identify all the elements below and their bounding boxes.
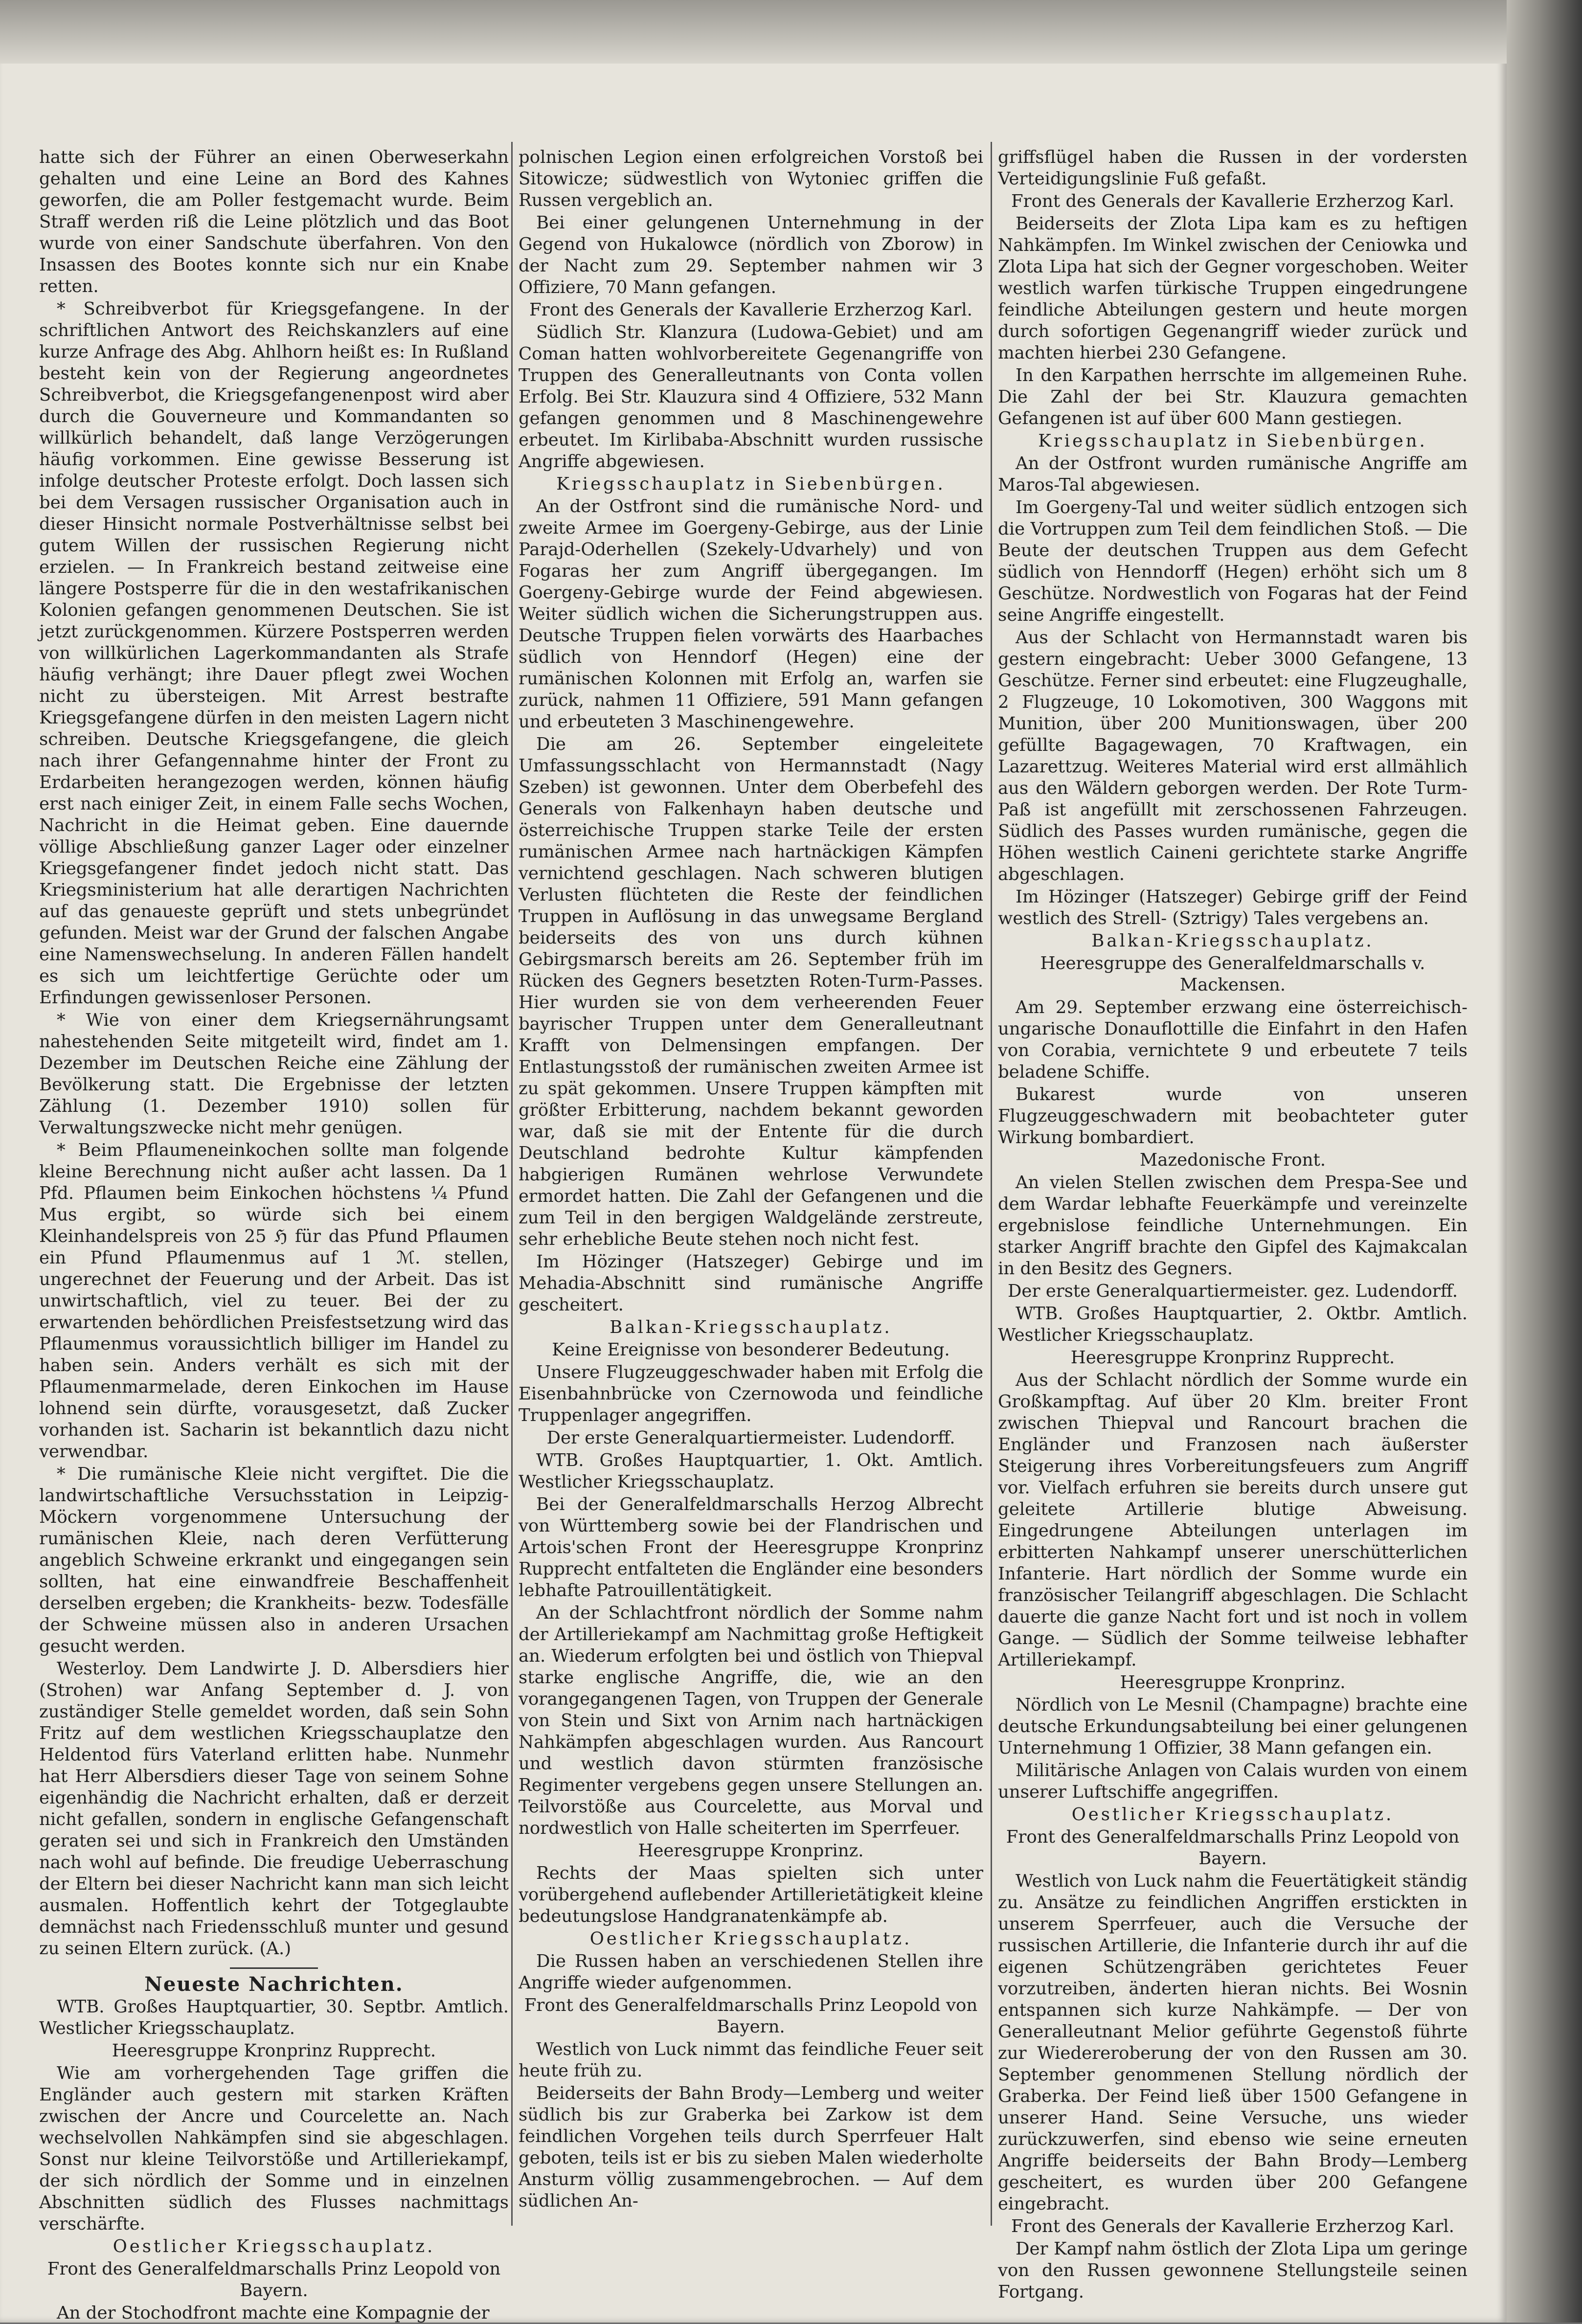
paragraph: Beiderseits der Zlota Lipa kam es zu heftigen Nahkämpfen. Im Winkel zwischen der Ceniowka und Zlota Lipa hat sich der Gegner vorgeschoben. Weiter westlich warfen türkische Truppen eingedrungene feindliche Abteilungen gestern und heute morgen durch sofortigen Gegenangriff wieder zurück und machten hierbei 230 Gefangene. [998,214,1468,363]
paragraph: An der Stochodfront machte eine Kompagnie der [57,2303,490,2323]
column-heading: Front des Generalfeldmarschalls Prinz Leopold von Bayern. [47,2259,501,2301]
paragraph: * Die rumänische Kleie nicht vergiftet. Die die landwirtschaftliche Versuchsstation in Leipzig-Möckern vorgenommene Untersuchung der rumänischen Kleie, nach deren Verfütterung angeblich Schweine erkrankt und eingegangen sein sollten, hat eine einwandfreie Beschaffenheit derselben ergeben; die Krankheits- bezw. Todesfälle der Schweine müssen also in anderen Ursachen gesucht werden. [39,1464,509,1656]
paragraph: Westlich von Luck nimmt das feindliche Feuer seit heute früh zu. [519,2039,983,2081]
column-heading: Front des Generals der Kavallerie Erzherzog Karl. [1011,191,1454,211]
paragraph: WTB. Großes Hauptquartier, 30. Septbr. Amtlich. Westlicher Kriegsschauplatz. [39,1997,509,2038]
paragraph: Nördlich von Le Mesnil (Champagne) brachte eine deutsche Erkundungsabteilung bei einer gelungenen Unternehmung 1 Offizier, 38 Mann gefangen ein. [998,1695,1468,1758]
paragraph: An der Ostfront sind die rumänische Nord- und zweite Armee im Goergeny-Gebirge, aus der Linie Parajd-Oderhellen (Szekely-Udvarhely) und von Fogaras her zum Angriff übergegangen. Im Goergeny-Gebirge wurde der Feind abgewiesen. Weiter südlich wichen die Sicherungstruppen aus. Deutsche Truppen fielen vorwärts des Haarbaches südlich von Henndorf (Hegen) eine der rumänischen Kolonnen mit Erfolg an, warfen sie zurück, nahmen 11 Offiziere, 591 Mann gefangen und erbeuteten 3 Maschinengewehre. [519,496,983,732]
column-heading: Oestlicher Kriegsschauplatz. [589,1929,912,1949]
column-2 [519,147,983,2226]
paragraph: hatte sich der Führer an einen Oberweserkahn gehalten und eine Leine an Bord des Kahnes geworfen, die am Poller festgemacht wurde. Beim Straff werden riß die Leine plötzlich und das Boot wurde von einer Sandschute überfahren. Von den Insassen des Bootes konnte sich nur ein Knabe retten. [39,147,509,296]
paragraph: Unsere Flugzeuggeschwader haben mit Erfolg die Eisenbahnbrücke von Czernowoda und feindliche Truppenlager angegriffen. [519,1362,983,1425]
paragraph: polnischen Legion einen erfolgreichen Vorstoß bei Sitowicze; südwestlich von Wytoniec griffen die Russen vergeblich an. [519,147,983,210]
page-top-edge [0,0,1507,64]
column-heading: Front des Generalfeldmarschalls Prinz Leopold von Bayern. [524,1995,978,2037]
paragraph: Die am 26. September eingeleitete Umfassungsschlacht von Hermannstadt (Nagy Szeben) ist gewonnen. Unter dem Oberbefehl des Generals von Falkenhayn haben deutsche und österreichische Truppen starke Teile der ersten rumänischen Armee nach hartnäckigen Kämpfen vernichtend geschlagen. Nach schweren blutigen Verlusten flüchteten die Reste der feindlichen Truppen in Auflösung in das unwegsame Bergland beiderseits des von uns durch kühnen Gebirgsmarsch bereits am 26. September früh im Rücken des Gegners besetzten Roten-Turm-Passes. Hier wurden sie von dem verheerenden Feuer bayrischer Truppen unter dem Generalleutnant Krafft von Delmensingen empfangen. Der Entlastungsstoß der rumänischen zweiten Armee ist zu spät gekommen. Unsere Truppen kämpften mit größter Erbitterung, nachdem bekannt geworden war, daß sie mit der Entente für die durch Deutschland bedrohte Kultur kämpfenden habgierigen Rumänen wehrlose Verwundete ermordet hatten. Die Zahl der Gefangenen und die zum Teil in den bergigen Waldgelände zerstreute, sehr erhebliche Beute stehen noch nicht fest. [519,734,983,1249]
paragraph: * Schreibverbot für Kriegsgefangene. In der schriftlichen Antwort des Reichskanzlers auf eine kurze Anfrage des Abg. Ahlhorn heißt es: In Rußland besteht kein von der Regierung angeordnetes Schreibverbot, die Kriegsgefangenenpost wird aber durch die Gouverneure und Kommandanten so willkürlich behandelt, daß lange Verzögerungen häufig vorkommen. Eine gewisse Besserung ist infolge deutscher Proteste erfolgt. Doch lassen sich bei dem Versagen russischer Organisation auch in dieser Hinsicht normale Postverhältnisse selbst bei gutem Willen der russischen Regierung nicht erzielen. — In Frankreich bestand zeitweise eine längere Postsperre für die in den westafrikanischen Kolonien gefangen genommenen Deutschen. Sie ist jetzt zurückgenommen. Kürzere Postsperren werden von willkürlichen Lagerkommandanten als Strafe häufig verhängt; ihre Dauer pflegt zwei Wochen nicht zu übersteigen. Mit Arrest bestrafte Kriegsgefangene dürfen in den meisten Lagern nicht schreiben. Deutsche Kriegsgefangene, die gleich nach ihrer Gefangennahme hinter der Front zu Erdarbeiten herangezogen werden, können häufig erst nach einiger Zeit, in einem Falle sechs Wochen, Nachricht in die Heimat geben. Eine dauernde völlige Abschließung ganzer Lager oder einzelner Kriegsgefangener findet jedoch nicht statt. Das Kriegsministerium hat alle derartigen Nachrichten auf das genaueste geprüft und stets unbegründet gefunden. Meist war der Grund der falschen Angabe eine Namenswechselung. In anderen Fällen handelt es sich um leichtfertige Gerüchte oder um Erfindungen gewissenloser Personen. [39,299,509,1008]
paragraph: Die Russen haben an verschiedenen Stellen ihre Angriffe wieder aufgenommen. [519,1951,983,1993]
column-heading: Kriegsschauplatz in Siebenbürgen. [556,474,946,494]
paragraph: Im Goergeny-Tal und weiter südlich entzogen sich die Vortruppen zum Teil dem feindlichen Stoß. — Die Beute der deutschen Truppen aus dem Gefecht südlich von Henndorff (Hegen) erhöht sich um 8 Geschütze. Nordwestlich von Fogaras hat der Feind seine Angriffe eingestellt. [998,497,1468,625]
column-rule-1 [511,142,513,2226]
column-heading: Heeresgruppe Kronprinz Rupprecht. [1070,1348,1395,1368]
paragraph: An der Ostfront wurden rumänische Angriffe am Maros-Tal abgewiesen. [998,453,1468,495]
column-heading: Kriegsschauplatz in Siebenbürgen. [1038,431,1427,451]
paragraph: WTB. Großes Hauptquartier, 2. Oktbr. Amtlich. Westlicher Kriegsschauplatz. [998,1304,1468,1345]
paragraph: Bukarest wurde von unseren Flugzeuggeschwadern mit beobachteter guter Wirkung bombardiert. [998,1084,1468,1148]
paragraph: Wie am vorhergehenden Tage griffen die Engländer auch gestern mit starken Kräften zwischen der Ancre und Courcelette an. Nach wechselvollen Nahkämpfen sind sie abgeschlagen. Sonst nur kleine Teilvorstöße und Artilleriekampf, der sich nördlich der Somme und in einzelnen Abschnitten südlich des Flusses nachmittags verschärfte. [39,2063,509,2234]
paragraph: Im Hözinger (Hatszeger) Gebirge und im Mehadia-Abschnitt sind rumänische Angriffe gescheitert. [519,1252,983,1315]
paragraph: Aus der Schlacht von Hermannstadt waren bis gestern eingebracht: Ueber 3000 Gefangene, 13 Geschütze. Ferner sind erbeutet: eine Flugzeughalle, 2 Flugzeuge, 10 Lokomotiven, 300 Waggons mit Munition, über 200 Munitionswagen, über 200 gefüllte Bagagewagen, 70 Kraftwagen, ein Lazarettzug. Weiteres Material wird erst allmählich aus den Wäldern geborgen werden. Der Rote Turm-Paß ist angefüllt mit zerschossenen Fahrzeugen. Südlich des Passes wurden rumänische, gegen die Höhen westlich Caineni gerichtete starke Angriffe abgeschlagen. [998,628,1468,884]
paragraph: Bei einer gelungenen Unternehmung in der Gegend von Hukalowce (nördlich von Zborow) in der Nacht zum 29. September nahmen wir 3 Offiziere, 70 Mann gefangen. [519,213,983,297]
paragraph: Der Kampf nahm östlich der Zlota Lipa um geringe von den Russen gewonnene Stellungsteile seinen Fortgang. [998,2239,1468,2302]
paragraph: Militärische Anlagen von Calais wurden von einem unserer Luftschiffe angegriffen. [998,1760,1468,1802]
column-heading: Front des Generalfeldmarschalls Prinz Leopold von Bayern. [1006,1827,1460,1869]
column-heading: Keine Ereignisse von besonderer Bedeutung. [552,1340,950,1360]
column-heading: Heeresgruppe Kronprinz. [638,1841,864,1861]
paragraph: Bei der Generalfeldmarschalls Herzog Albrecht von Württemberg sowie bei der Flandrischen und Artois'schen Front der Heeresgruppe Kronprinz Rupprecht entfalteten die Engländer eine besonders lebhafte Patrouillentätigkeit. [519,1494,983,1601]
paragraph: An vielen Stellen zwischen dem Prespa-See und dem Wardar lebhafte Feuerkämpfe und vereinzelte ergebnislose feindliche Unternehmungen. Ein starker Angriff brachte den Gipfel des Kajmakcalan in den Besitz des Gegners. [998,1173,1468,1279]
book-spine [1507,0,1582,2323]
column-heading: Heeresgruppe des Generalfeldmarschalls v. Mackensen. [1040,953,1425,995]
paragraph: Westlich von Luck nahm die Feuertätigkeit ständig zu. Ansätze zu feindlichen Angriffen erstickten in unserem Sperrfeuer, auch die Versuche der russischen Artillerie, die Infanterie durch ihr auf die eigenen Schützengräben gerichtetes Feuer vorzutreiben, änderten hieran nichts. Bei Wosnin entspannen sich kurze Nahkämpfe. — Der von Generalleutnant Melior geführte Gegenstoß führte zur Wiedereroberung der von den Russen am 30. September genommenen Stellung nördlich der Graberka. Der Feind ließ über 1500 Gefangene in unserer Hand. Seine Versuche, uns wieder zurückzuwerfen, sind ebenso wie seine erneuten Angriffe beiderseits der Bahn Brody—Lemberg gescheitert, es wurden über 200 Gefangene eingebracht. [998,1871,1468,2214]
paragraph: Am 29. September erzwang eine österreichisch-ungarische Donauflottille die Einfahrt in den Hafen von Corabia, vernichtete 9 und erbeutete 7 teils beladene Schiffe. [998,997,1468,1082]
paragraph: * Wie von einer dem Kriegsernährungsamt nahestehenden Seite mitgeteilt wird, findet am 1. Dezember im Deutschen Reiche eine Zählung der Bevölkerung statt. Die Ergebnisse der letzten Zählung (1. Dezember 1910) sollen für Verwaltungszwecke nicht mehr genügen. [39,1010,509,1138]
column-heading: Balkan-Kriegsschauplatz. [610,1317,892,1337]
paragraph: Im Hözinger (Hatszeger) Gebirge griff der Feind westlich des Strell- (Sztrigy) Tales vergebens an. [998,887,1468,928]
column-heading: Front des Generals der Kavallerie Erzherzog Karl. [529,300,972,320]
column-heading: Mazedonische Front. [1139,1150,1326,1170]
column-heading: Heeresgruppe Kronprinz. [1120,1672,1346,1692]
paragraph: In den Karpathen herrschte im allgemeinen Ruhe. Die Zahl der bei Str. Klauzura gemachten Gefangenen ist auf über 600 Mann gestiegen. [998,365,1468,429]
column-heading: Der erste Generalquartiermeister. Ludendorff. [546,1428,955,1448]
column-heading: Heeresgruppe Kronprinz Rupprecht. [112,2041,436,2061]
paragraph: An der Schlachtfront nördlich der Somme nahm der Artilleriekampf am Nachmittag große Heftigkeit an. Wiederum erfolgten bei und östlich von Thiepval starke englische Angriffe, die, wie an den vorangegangenen Tagen, von Truppen der Generale von Stein und Sixt von Arnim nach hartnäckigen Nahkämpfen abgeschlagen wurden. Aus Rancourt und westlich davon stürmten französische Regimenter vergebens gegen unsere Stellungen an. Teilvorstöße aus Courcelette, aus Morval und nordwestlich von Halle scheiterten im Sperrfeuer. [519,1603,983,1838]
section-heading: Neueste Nachrichten. [144,1973,404,1996]
paragraph: griffsflügel haben die Russen in der vordersten Verteidigungslinie Fuß gefaßt. [998,147,1468,189]
column-heading: Oestlicher Kriegsschauplatz. [1071,1805,1394,1825]
column-rule-2 [991,142,992,2226]
column-heading: Front des Generals der Kavallerie Erzherzog Karl. [1011,2216,1454,2236]
paragraph: WTB. Großes Hauptquartier, 1. Okt. Amtlich. Westlicher Kriegsschauplatz. [519,1450,983,1492]
paragraph: * Beim Pflaumeneinkochen sollte man folgende kleine Berechnung nicht außer acht lassen. Da 1 Pfd. Pflaumen beim Einkochen höchstens ¼ Pfund Mus ergibt, so würde sich bei einem Kleinhandelspreis von 25 ℌ für das Pfund Pflaumen ein Pfund Pflaumenmus auf 1 ℳ. stellen, ungerechnet der Feuerung und der Arbeit. Das ist unwirtschaftlich, viel zu teuer. Bei der zu erwartenden behördlichen Preisfestsetzung wird das Pflaumenmus voraussichtlich billiger im Handel zu haben sein. Anders verhält es sich mit der Pflaumenmarmelade, deren Einkochen im Hause lohnend sein dürfte, vorausgesetzt, daß Zucker vorhanden ist. Sacharin ist bekanntlich dazu nicht verwendbar. [39,1140,509,1462]
paragraph: Südlich Str. Klanzura (Ludowa-Gebiet) und am Coman hatten wohlvorbereitete Gegenangriffe von Truppen des Generalleutnants von Conta vollen Erfolg. Bei Str. Klauzura sind 4 Offiziere, 532 Mann gefangen genommen und 8 Maschinengewehre erbeutet. Im Kirlibaba-Abschnitt wurden russische Angriffe abgewiesen. [519,322,983,472]
paragraph: Westerloy. Dem Landwirte J. D. Albersdiers hier (Strohen) war Anfang September d. J. von zuständiger Stelle gemeldet worden, daß sein Sohn Fritz auf dem westlichen Kriegsschauplatze den Heldentod fürs Vaterland erlitten habe. Nunmehr hat Herr Albersdiers dieser Tage von seinem Sohne eigenhändig die Nachricht erhalten, daß er derzeit nicht gefallen, sondern in englische Gefangenschaft geraten sei und sich in Frankreich den Umständen nach wohl auf befinde. Die freudige Ueberraschung der Eltern bei dieser Nachricht kann man sich leicht ausmalen. Hoffentlich kehrt der Totgeglaubte demnächst nach Friedensschluß munter und gesund zu seinen Eltern zurück. (A.) [39,1659,509,1959]
paragraph: Beiderseits der Bahn Brody—Lemberg und weiter südlich bis zur Graberka bei Zarkow ist dem feindlichen Vorgehen teils durch Sperrfeuer Halt geboten, teils ist er bis zu sieben Malen wiederholte Ansturm völlig zusammengebrochen. — Auf dem südlichen An- [519,2083,983,2211]
column-3 [998,147,1468,2302]
column-1 [39,147,509,2323]
column-heading: Der erste Generalquartiermeister. gez. Ludendorff. [1007,1281,1458,1301]
column-heading: Balkan-Kriegsschauplatz. [1091,931,1374,951]
paragraph: Rechts der Maas spielten sich unter vorübergehend auflebender Artillerietätigkeit kleine bedeutungslose Handgranatenkämpfe ab. [519,1863,983,1926]
paragraph: Aus der Schlacht nördlich der Somme wurde ein Großkampftag. Auf über 20 Klm. breiter Front zwischen Thiepval und Rancourt brachen die Engländer und Franzosen nach äußerster Steigerung ihres Vorbereitungsfeuers zum Angriff vor. Vielfach erfuhren sie bereits durch unsere gut geleitete Artillerie blutige Abweisung. Eingedrungene Abteilungen unterlagen im erbitterten Nahkampf unserer unerschütterlichen Infanterie. Hart nördlich der Somme wurde ein französischer Teilangriff abgeschlagen. Die Schlacht dauerte die ganze Nacht fort und ist noch in vollem Gange. — Südlich der Somme teilweise lebhafter Artilleriekampf. [998,1370,1468,1670]
column-heading: Oestlicher Kriegsschauplatz. [113,2236,435,2256]
section-divider [230,1967,318,1969]
